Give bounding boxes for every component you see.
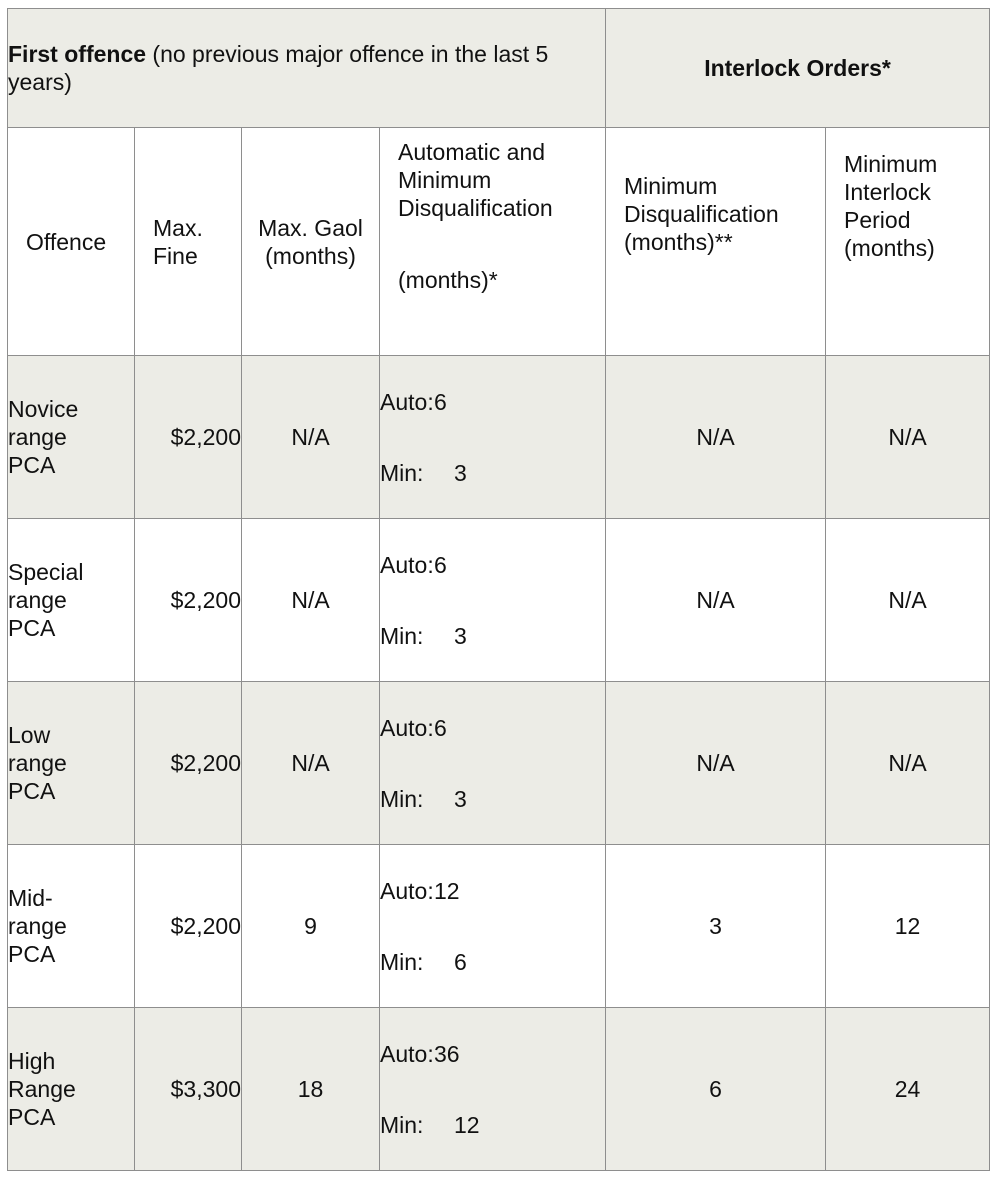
header-max-gaol-line: (months) (265, 242, 356, 269)
offence-line: range (8, 424, 67, 450)
auto-line (380, 1040, 605, 1068)
offence-line: PCA (8, 452, 56, 478)
min-value: 3 (454, 785, 467, 812)
header-offence: Offence (8, 128, 135, 356)
title-rest: (no previous major offence in the last 5 years) (8, 41, 549, 95)
offence-line: PCA (8, 778, 56, 804)
offence-cell (8, 1008, 135, 1171)
auto-label: Auto: (380, 1040, 434, 1067)
offence-cell (8, 682, 135, 845)
min-label: Min: (380, 459, 424, 486)
offence-cell (8, 356, 135, 519)
offence-line: Mid- (8, 885, 53, 911)
min-line (380, 948, 605, 976)
header-auto-line: Minimum (398, 167, 492, 193)
table-row (8, 519, 990, 682)
min-interlock-period-cell: 24 (826, 1008, 990, 1171)
min-line (380, 1111, 605, 1139)
min-disqualification-cell: 6 (606, 1008, 826, 1171)
auto-line (380, 714, 605, 742)
header-auto-min-disqualification (380, 128, 606, 356)
offence-line: Special (8, 559, 84, 585)
header-min-period-line: (months) (844, 235, 935, 261)
min-label: Min: (380, 948, 424, 975)
min-interlock-period-cell: N/A (826, 356, 990, 519)
auto-value: 6 (434, 551, 447, 578)
max-gaol-cell: N/A (242, 519, 380, 682)
auto-value: 6 (434, 388, 447, 415)
penalty-table (7, 8, 990, 1171)
min-interlock-period-cell: N/A (826, 519, 990, 682)
min-interlock-period-cell: 12 (826, 845, 990, 1008)
max-fine-cell: $2,200 (135, 845, 242, 1008)
max-gaol-cell: 18 (242, 1008, 380, 1171)
min-line (380, 622, 605, 650)
min-value: 3 (454, 622, 467, 649)
auto-line (380, 388, 605, 416)
header-max-gaol-line: Max. Gaol (258, 214, 363, 241)
auto-label: Auto: (380, 877, 434, 904)
header-max-gaol (242, 128, 380, 356)
offence-line: range (8, 750, 67, 776)
offence-line: Novice (8, 396, 79, 422)
max-fine-cell: $3,300 (135, 1008, 242, 1171)
min-disqualification-cell: N/A (606, 356, 826, 519)
header-min-period-line: Period (844, 207, 911, 233)
offence-line: Low (8, 722, 51, 748)
header-auto-line: Automatic and (398, 139, 546, 165)
header-min-dq-line: Minimum (624, 173, 718, 199)
offence-cell (8, 519, 135, 682)
title-bold: First offence (8, 41, 147, 67)
max-fine-cell: $2,200 (135, 356, 242, 519)
auto-label: Auto: (380, 714, 434, 741)
header-min-period-line: Interlock (844, 179, 931, 205)
min-disqualification-cell: N/A (606, 519, 826, 682)
header-max-fine-line: Max. (153, 214, 203, 241)
min-label: Min: (380, 622, 424, 649)
table-row (8, 356, 990, 519)
min-value: 12 (454, 1111, 480, 1138)
header-max-fine (135, 128, 242, 356)
auto-min-cell (380, 1008, 606, 1171)
header-auto-line: Disqualification (398, 195, 553, 221)
table-row (8, 1008, 990, 1171)
min-label: Min: (380, 785, 424, 812)
min-line (380, 459, 605, 487)
auto-min-cell (380, 519, 606, 682)
header-min-dq-line: Disqualification (624, 201, 779, 227)
min-disqualification-cell: 3 (606, 845, 826, 1008)
header-auto-line: (months)* (398, 267, 498, 293)
max-gaol-cell: N/A (242, 682, 380, 845)
header-min-interlock-period (826, 128, 990, 356)
auto-min-cell (380, 845, 606, 1008)
offence-line: range (8, 587, 67, 613)
auto-label: Auto: (380, 551, 434, 578)
max-gaol-cell: N/A (242, 356, 380, 519)
auto-min-cell (380, 682, 606, 845)
auto-min-cell (380, 356, 606, 519)
max-fine-cell: $2,200 (135, 682, 242, 845)
table-title (8, 9, 606, 128)
offence-line: High (8, 1048, 56, 1074)
max-fine-cell: $2,200 (135, 519, 242, 682)
offence-line: Range (8, 1076, 76, 1102)
auto-value: 36 (434, 1040, 460, 1067)
header-min-period-line: Minimum (844, 151, 938, 177)
auto-value: 6 (434, 714, 447, 741)
min-value: 3 (454, 459, 467, 486)
table-row (8, 845, 990, 1008)
header-min-disqualification (606, 128, 826, 356)
offence-line: PCA (8, 1104, 56, 1130)
offence-line: PCA (8, 941, 56, 967)
auto-line (380, 551, 605, 579)
table-body (8, 356, 990, 1171)
header-max-fine-line: Fine (153, 242, 198, 269)
auto-line (380, 877, 605, 905)
interlock-orders-heading: Interlock Orders* (606, 9, 990, 128)
min-interlock-period-cell: N/A (826, 682, 990, 845)
offence-line: PCA (8, 615, 56, 641)
min-label: Min: (380, 1111, 424, 1138)
min-disqualification-cell: N/A (606, 682, 826, 845)
header-min-dq-line: (months)** (624, 229, 733, 255)
offence-cell (8, 845, 135, 1008)
auto-label: Auto: (380, 388, 434, 415)
min-value: 6 (454, 948, 467, 975)
table-row (8, 682, 990, 845)
offence-line: range (8, 913, 67, 939)
max-gaol-cell: 9 (242, 845, 380, 1008)
min-line (380, 785, 605, 813)
auto-value: 12 (434, 877, 460, 904)
